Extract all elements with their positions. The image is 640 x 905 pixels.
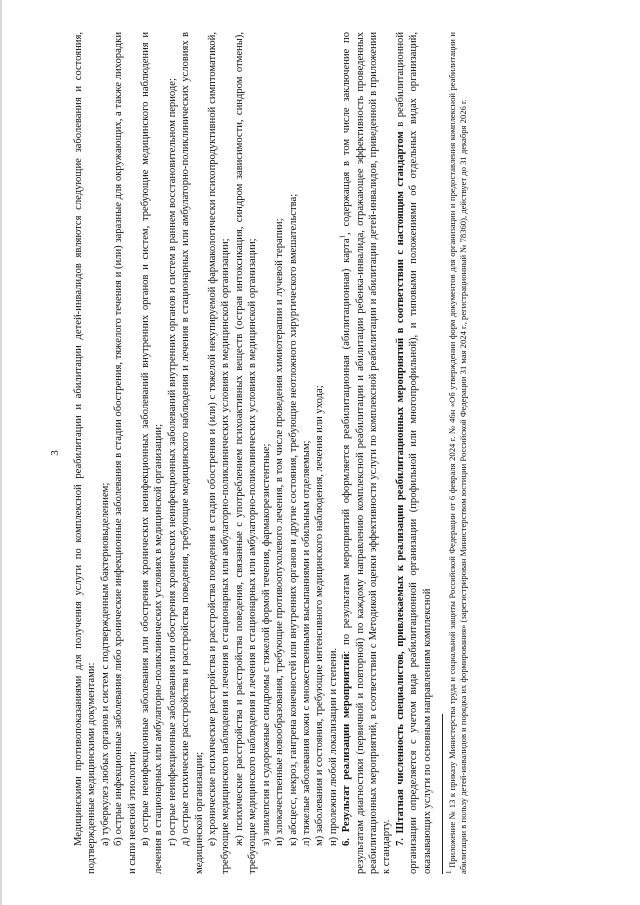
section-7-text: в реабилитационной организации определяется с учетом вида реабилитационной организации (профильной или многопрофильной), и типовыми положениями об отдельных видах организаций, оказывающих услуги по основным направлениям комплексной <box>394 32 433 874</box>
list-item-k: к) абсцесс, некроз, гангрена конечностей или внутренних органов и другие состояния, требующие неотложного хирургического вмешательства; <box>287 193 299 846</box>
section-6-text: : по результатам мероприятий оформляется реабилитационная (абилитационная) карта <box>341 238 353 654</box>
rotated-page <box>48 28 608 878</box>
list-item-m: м) заболевания и состояния, требующие интенсивного медицинского наблюдения, лечения или ухода; <box>314 385 326 846</box>
section-6-paragraph <box>340 32 394 874</box>
section-7-paragraph <box>394 32 434 874</box>
footnote-ref[interactable]: 1 <box>338 234 347 239</box>
list-item-g: г) острые неинфекционные заболевания или обострения хронических неинфекционных заболеваний внутренних органов и систем в раннем восстановительном периоде; <box>166 78 178 846</box>
page-number: 3 <box>49 450 61 456</box>
list-item-zh: ж) психические расстройства и расстройства поведения, связанные с употреблением психоактивных веществ (острая интоксикация, синдром зависимости, синдром отмены), требующие медицинского наблюдения и лечения в стационарных или амбулаторно-поликлинических условиях в медицинской организации; <box>233 32 259 874</box>
list-item-i: и) злокачественные новообразования, требующие противоопухолевого лечения, в том числе проведения химиотерапии и лучевой терапии; <box>274 218 286 846</box>
contraindications-intro: Медицинскими противопоказаниями для получения услуги по комплексной реабилитации и абилитации детей-инвалидов являются следующие заболевания и состояния, подтвержденные медицинскими документами: <box>73 32 98 874</box>
section-6-heading: 6. Результат реализации мероприятий <box>341 653 353 846</box>
list-item-n: н) пролежни любой локализации и степени. <box>327 647 339 846</box>
list-item-a: а) туберкулез любых органов и систем с подтвержденным бактериовыделением; <box>99 482 111 846</box>
footnote-text: Приложение № 13 к приказу Министерства труда и социальной защиты Российской Федерации от 6 февраля 2024 г. № 46н «Об утверждении форм документов для организации и предоставления комплексной реабилитации и абилитации в пользу детей-инвалидов и порядка их формирования» (зарегистрирован Министерством юстиции Российской Федерации 31 мая 2024 г., регистрационный № 78360), действует до 31 декабря 2026 г. <box>446 32 468 874</box>
list-item-v: в) острые неинфекционные заболевания или обострения хронических неинфекционных заболеваний внутренних органов и систем, требующие медицинского наблюдения и лечения в стационарных или амбулаторно-поликлинических условиях в медицинской организации; <box>140 32 165 874</box>
list-item-b: б) острые инфекционные заболевания либо хронические инфекционные заболевания в стадии обострения, тяжелого течения и (или) заразные для окружающих, а также лихорадки и сыпи неясной этиологии; <box>113 32 138 874</box>
footnote-divider <box>442 714 443 874</box>
list-item-z: з) эпилепсия и судорожные синдромы с тяжелой формой течения, фармакорезистентные; <box>260 443 272 846</box>
section-6-text-after: , содержащая в том числе заключение по результатам диагностики (первичной и повторной) по каждому направлению комплексной реабилитации и абилитации ребенка-инвалида, отражающее эффективность проведенных реабилитационных мероприятий, в соответствии с Методикой оценки эффективности услуги по комплексной реабилитации и абилитации детей-инвалидов, приведенной в приложении к стандарту. <box>341 32 393 874</box>
list-item-l: л) тяжелые заболевания кожи с множественными высыпаниями и обильным отделяемым; <box>300 440 312 846</box>
footnote <box>447 32 469 874</box>
section-7-heading: 7. Штатная численность специалистов, привлекаемых к реализации реабилитационных мероприятий в соответствии с настоящим стандартом <box>394 131 406 846</box>
footnote-marker: 1 <box>445 870 454 874</box>
document-body <box>72 32 469 874</box>
list-item-e: е) хронические психические расстройства и расстройства поведения в стадии обострения и (или) с тяжелой некупируемой фармакологически психопродуктивной симптоматикой, требующие медицинского наблюдения и лечения в стационарных или амбулаторно-поликлинических условиях в медицинской организации; <box>207 32 232 874</box>
list-item-d: д) острые психические расстройства и расстройства поведения, требующие медицинского наблюдения и лечения в стационарных или амбулаторно-поликлинических условиях в медицинской организации; <box>180 32 205 874</box>
